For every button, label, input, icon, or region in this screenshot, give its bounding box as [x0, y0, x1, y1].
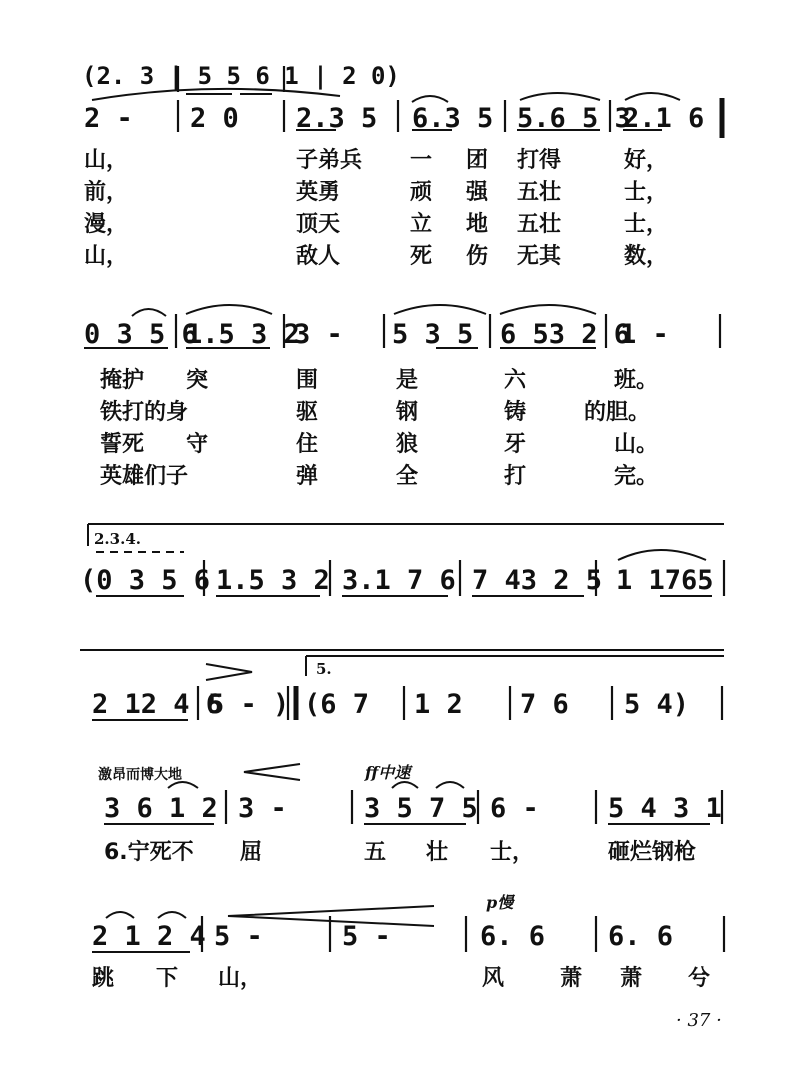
lyric: 打得	[517, 148, 562, 173]
lyric: 山。	[614, 432, 659, 457]
slurs-line-3	[618, 550, 706, 560]
lyric: 死	[410, 244, 433, 269]
lyric: 顽	[410, 180, 433, 205]
lyric: 钢	[396, 400, 419, 425]
slurs-line-1	[92, 89, 680, 102]
measure-2-5: 6 53 2 6	[500, 319, 631, 350]
measure-1-5: 5.6 5 3	[517, 103, 631, 134]
measure-6-5: 6. 6	[608, 921, 674, 952]
lyric: 五	[364, 840, 387, 865]
lyric: 班。	[614, 368, 659, 393]
measure-3-3: 3.1 7 6	[342, 565, 456, 596]
lyric: 一	[410, 148, 433, 173]
lyric: 全	[396, 464, 419, 489]
measure-1-2: 2 0	[190, 103, 239, 134]
lyric: 狼	[396, 432, 419, 457]
measure-4-2: 5 - )	[208, 689, 290, 720]
lyric: 无其	[517, 244, 562, 269]
lyric: 地	[466, 212, 489, 237]
measure-5-5: 5 4 3 1	[608, 793, 722, 824]
barlines-line-6	[202, 916, 724, 952]
expression-marking: 激昂而博大地	[98, 767, 182, 783]
measure-4-1: 2 12 4 6	[92, 689, 223, 720]
lyric: 守	[186, 432, 209, 457]
lyric: 住	[296, 432, 319, 457]
measure-3-1: (0 3 5 6	[80, 565, 211, 596]
lyric: 打	[504, 464, 527, 489]
lyric: 是	[396, 368, 419, 393]
barlines-line-4	[198, 686, 722, 720]
tempo-marking-p: p慢	[486, 893, 514, 912]
lyric: 誓死	[100, 432, 145, 457]
lyric: 敌人	[296, 244, 341, 269]
lyric: 顶天	[296, 212, 341, 237]
measure-4-5: 7 6	[520, 689, 569, 720]
measure-3-4: 7 43 2 5	[472, 565, 603, 596]
lyric: 铸	[504, 400, 527, 425]
measure-2-6: 1 -	[620, 319, 669, 350]
measure-5-3: 3 5 7 5	[364, 793, 478, 824]
measure-1-1: 2 -	[84, 103, 133, 134]
ending-label-5: 5.	[316, 660, 332, 678]
barlines-line-3	[204, 560, 724, 596]
measure-2-3: 3 -	[294, 319, 343, 350]
lyric: 牙	[504, 432, 527, 457]
lyric: 山，	[84, 148, 129, 173]
measure-5-1: 3 6 1 2	[104, 793, 218, 824]
lyric: 驱	[296, 400, 319, 425]
lyric: 五壮	[517, 180, 562, 205]
lyric: 下	[156, 966, 179, 991]
lyric: 兮	[688, 966, 711, 991]
crescendo-hairpin	[244, 764, 300, 780]
barlines-line-1	[178, 66, 722, 138]
measure-2-1: 0 3 5 6	[84, 319, 198, 350]
lyric: 士，	[624, 180, 669, 205]
slurs-line-6	[106, 912, 186, 918]
measure-2-4: 5 3 5	[392, 319, 474, 350]
lyric: 6.宁死不	[104, 840, 194, 865]
lyric: 前，	[84, 180, 129, 205]
lyric: 跳	[92, 966, 115, 991]
lyric: 弹	[296, 464, 319, 489]
lyric: 屈	[240, 840, 263, 865]
measure-3-5: 1 1765	[616, 565, 714, 596]
intro-bracket-notes: (2. 3 | 5 5 6 1 | 2 0)	[82, 62, 400, 90]
lyric: 数，	[624, 244, 669, 269]
lyric: 围	[296, 368, 319, 393]
lyric: 砸烂钢枪	[608, 840, 697, 865]
lyric: 突	[186, 368, 209, 393]
lyric: 好，	[624, 148, 669, 173]
lyric: 伤	[466, 244, 489, 269]
page-number: · 37 ·	[676, 1010, 722, 1031]
lyric: 英雄们子	[100, 464, 189, 489]
barlines-line-2	[176, 314, 720, 348]
slurs-line-5	[168, 782, 464, 788]
lyric: 士，	[624, 212, 669, 237]
measure-1-3: 2.3 5	[296, 103, 378, 134]
lyric: 子弟兵	[296, 148, 363, 173]
lyric: 壮	[426, 840, 449, 865]
tempo-marking-ff: ff中速	[365, 763, 411, 782]
lyric: 团	[466, 148, 489, 173]
lyric: 五壮	[517, 212, 562, 237]
lyric: 铁打的身	[100, 400, 189, 425]
measure-3-2: 1.5 3 2	[216, 565, 330, 596]
lyric: 掩护	[100, 368, 145, 393]
underlines-line-1	[186, 94, 662, 130]
lyric: 山，	[218, 966, 263, 991]
measure-4-6: 5 4)	[624, 689, 690, 720]
barlines-line-5	[226, 790, 722, 824]
lyric: 完。	[614, 464, 659, 489]
measure-1-4: 6.3 5	[412, 103, 494, 134]
lyric: 强	[466, 180, 489, 205]
measure-4-4: 1 2	[414, 689, 463, 720]
lyric: 英勇	[296, 180, 341, 205]
lyric: 士，	[490, 840, 535, 865]
measure-6-4: 6. 6	[480, 921, 546, 952]
volta-bracket-5	[80, 650, 724, 676]
measure-5-4: 6 -	[490, 793, 539, 824]
measure-5-2: 3 -	[238, 793, 287, 824]
lyric: 山，	[84, 244, 129, 269]
decrescendo-hairpin	[206, 664, 252, 680]
measure-2-2: 1.5 3 2	[186, 319, 300, 350]
measure-1-6: 2.1 6	[623, 103, 705, 134]
slurs-line-2	[132, 305, 596, 316]
volta-bracket-2-3-4	[88, 524, 724, 546]
measure-6-3: 5 -	[342, 921, 391, 952]
lyric: 漫，	[84, 212, 129, 237]
lyric: 立	[410, 212, 433, 237]
measure-4-3: (6 7	[304, 689, 370, 720]
lyric: 的胆。	[584, 400, 651, 425]
lyric: 萧	[620, 966, 643, 991]
lyric: 风	[482, 966, 505, 991]
measure-6-2: 5 -	[214, 921, 263, 952]
measure-6-1: 2 1 2 4	[92, 921, 206, 952]
ending-label-2-3-4: 2.3.4.	[94, 530, 141, 548]
lyric: 萧	[560, 966, 583, 991]
lyric: 六	[504, 368, 527, 393]
